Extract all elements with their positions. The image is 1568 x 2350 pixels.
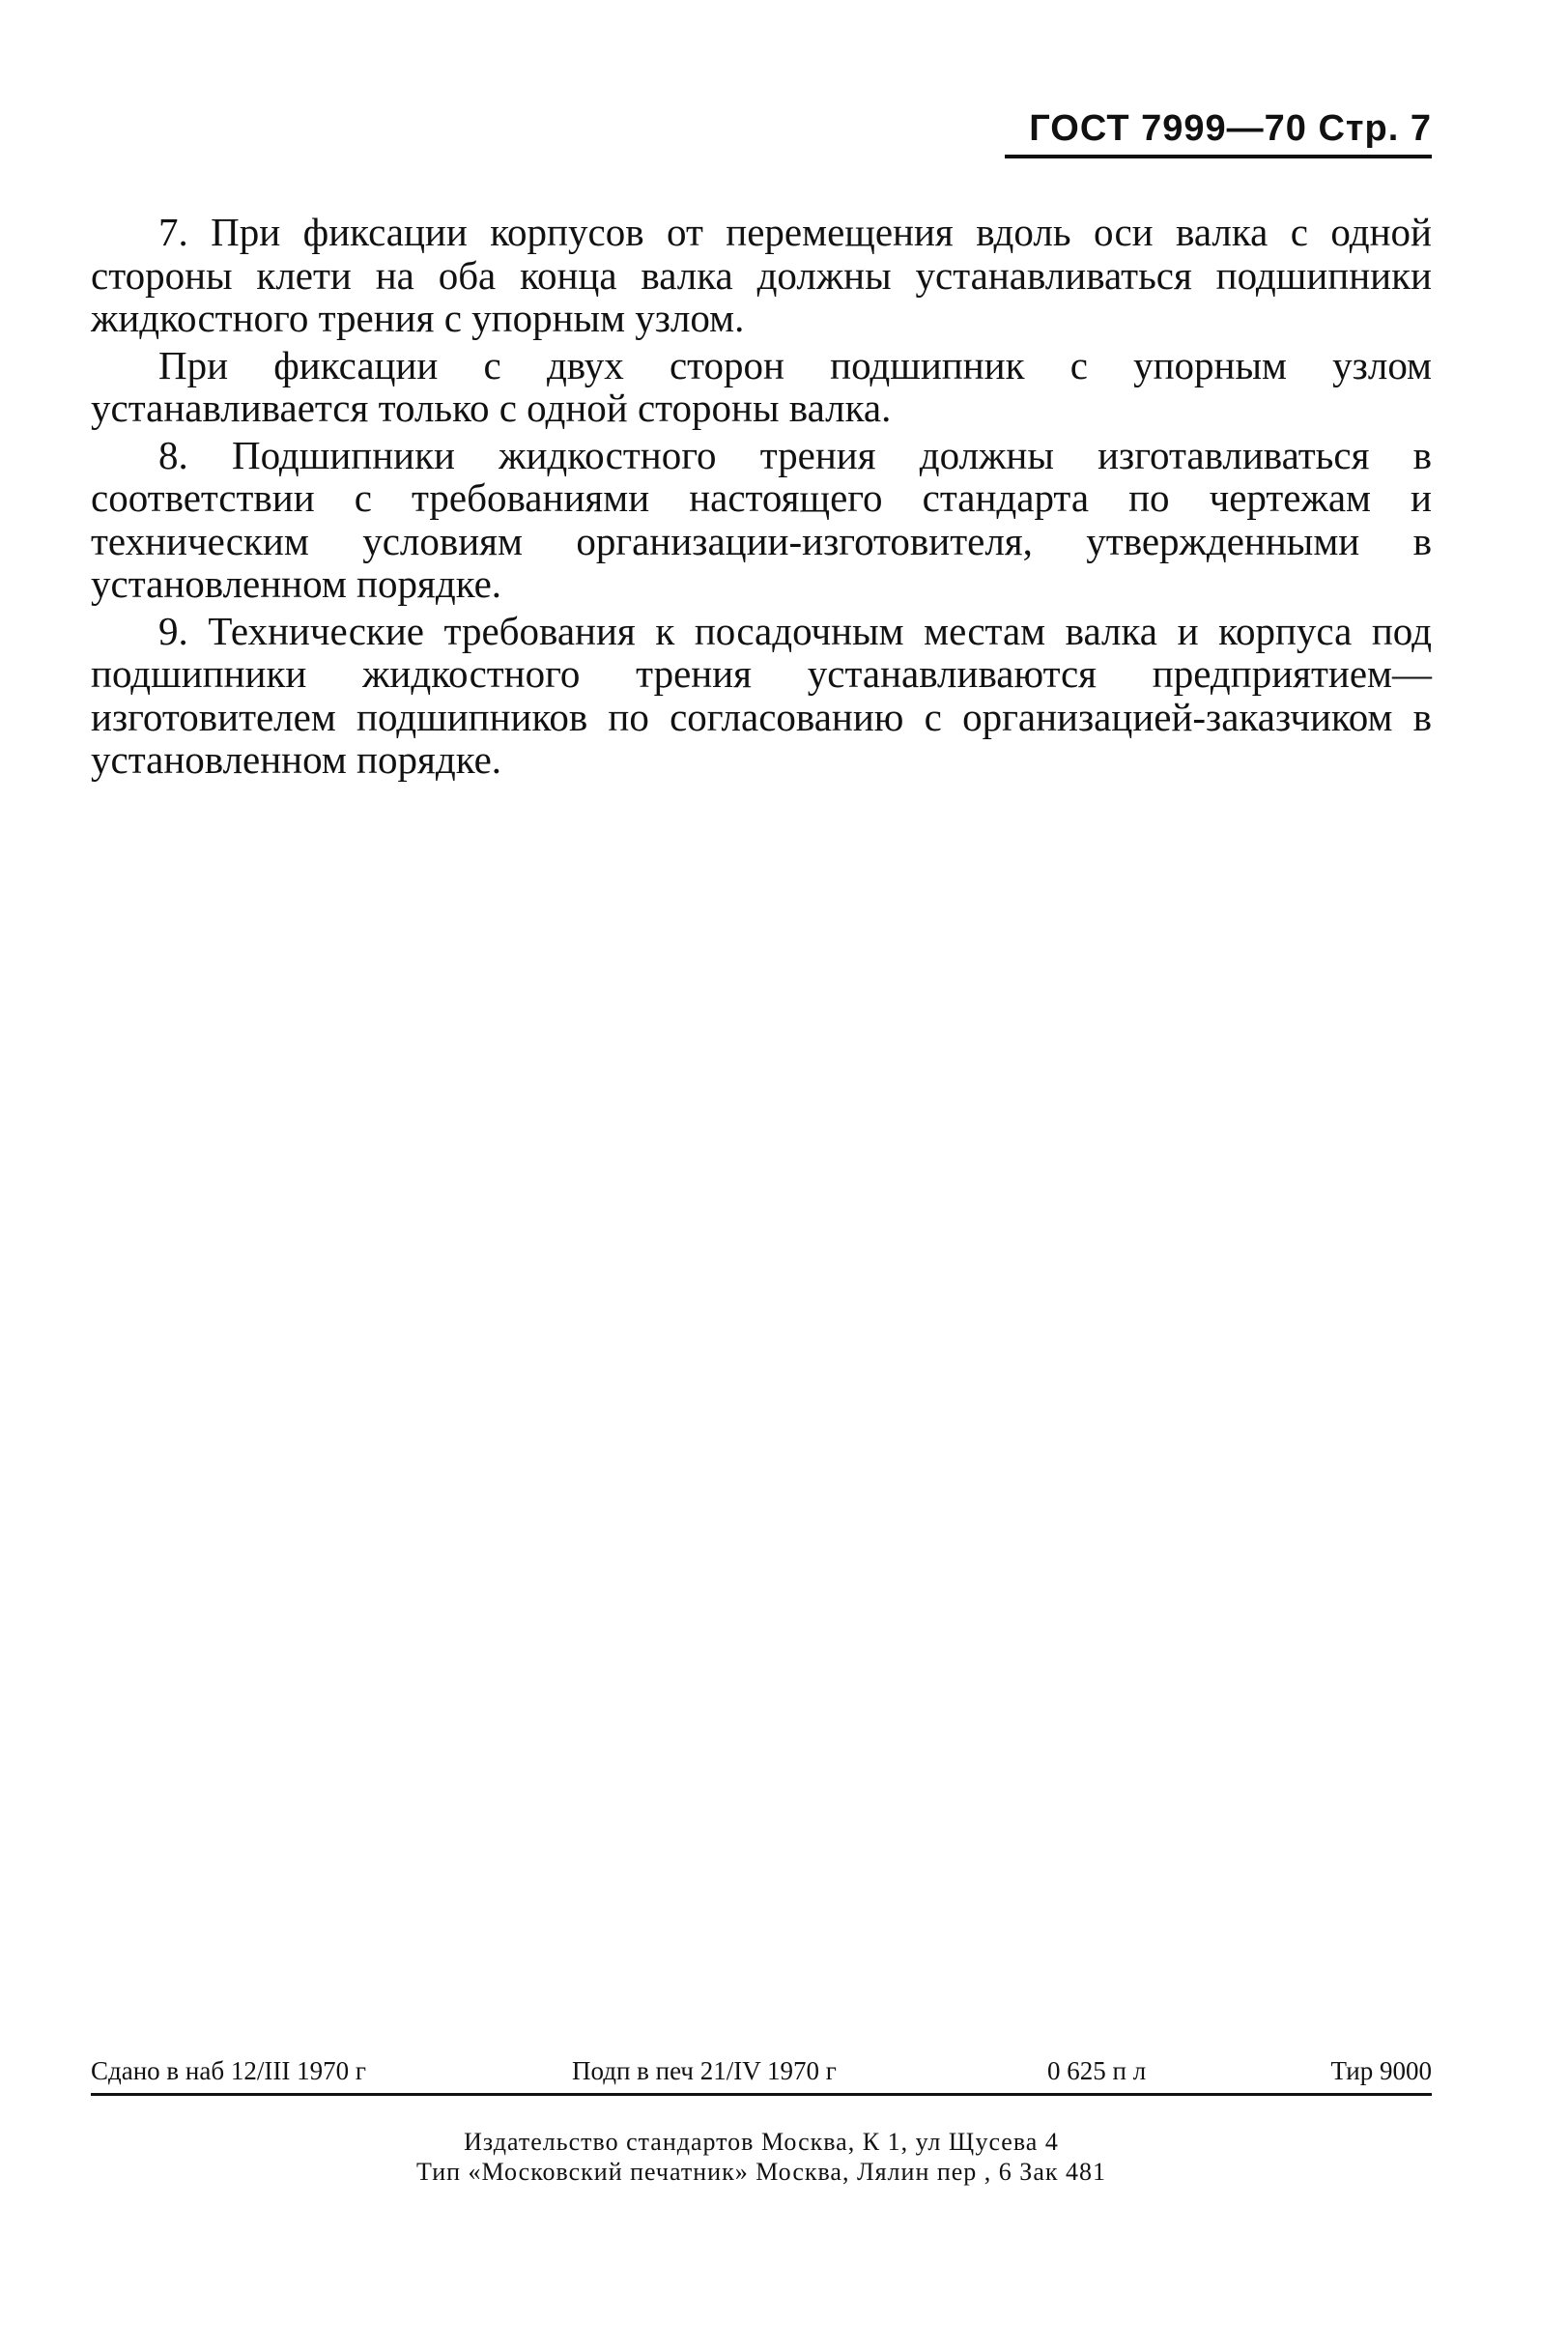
- paragraph-8: 8. Подшипники жидкостного трения должны изготавливаться в соответствии с требованиями настоящего стандарта по чертежам и техническим условиям организации-изготовителя, утвержденными в установленном порядке.: [91, 432, 1432, 606]
- body-text: [91, 211, 1432, 786]
- imprint-rule: [91, 2093, 1432, 2096]
- imprint-lines: [91, 2127, 1432, 2187]
- imprint-signed: Подп в печ 21/IV 1970 г: [572, 2056, 837, 2085]
- imprint-print-run: Тир 9000: [1330, 2056, 1432, 2085]
- imprint-row: [91, 2056, 1432, 2091]
- page-header: ГОСТ 7999—70 Стр. 7: [1029, 108, 1432, 149]
- header-rule: [1005, 155, 1432, 158]
- imprint-sheets: 0 625 п л: [1047, 2056, 1147, 2085]
- imprint-sent: Сдано в наб 12/III 1970 г: [91, 2056, 366, 2085]
- paragraph-7-continued: При фиксации с двух сторон подшипник с упорным узлом устанавливается только с одной стороны валка.: [91, 342, 1432, 430]
- imprint-publisher: Издательство стандартов Москва, К 1, ул Щусева 4: [464, 2128, 1059, 2156]
- imprint-printer: Тип «Московский печатник» Москва, Лялин пер , 6 Зак 481: [415, 2158, 1107, 2186]
- imprint: [91, 2056, 1432, 2187]
- paragraph-7: 7. При фиксации корпусов от перемещения вдоль оси валка с одной стороны клети на оба конца валка должны устанавливаться подшипники жидкостного трения с упорным узлом.: [91, 210, 1432, 340]
- paragraph-9: 9. Технические требования к посадочным местам валка и корпуса под подшипники жидкостного трения устанавливаются предприятием—изготовителем подшипников по согласованию с организацией-заказчиком в установленном порядке.: [91, 608, 1432, 782]
